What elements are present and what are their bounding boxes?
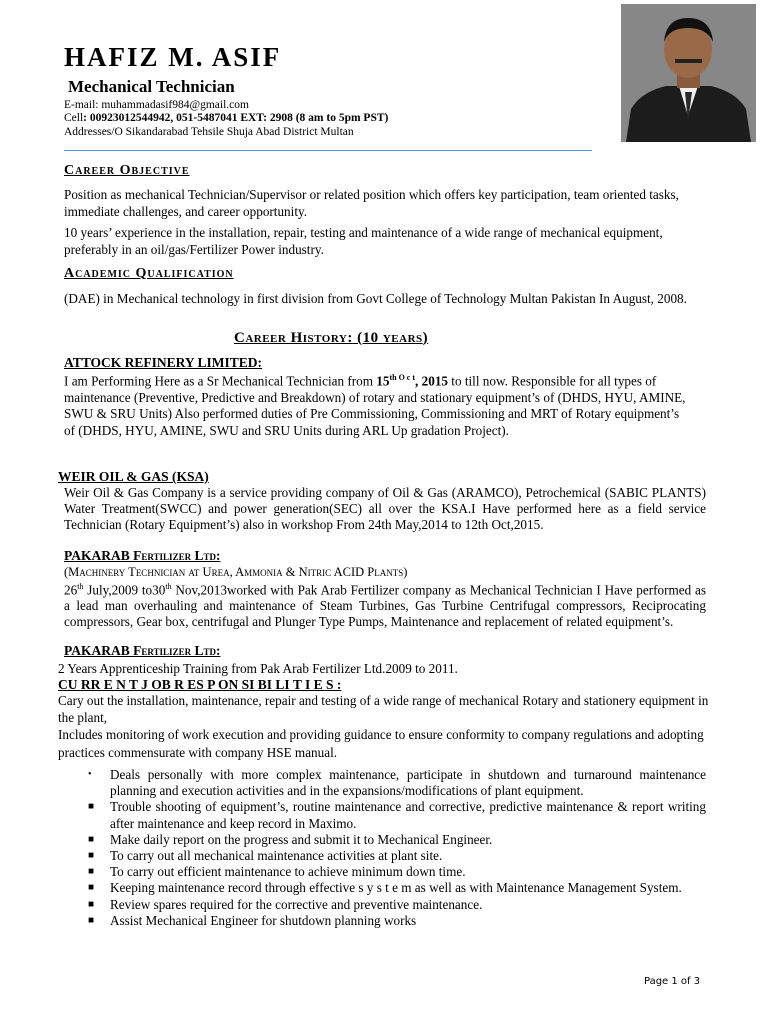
email-line: E-mail: muhammadasif984@gmail.com	[64, 99, 249, 111]
responsibility-text: To carry out all mechanical maintenance activities at plant site.	[110, 848, 443, 864]
attock-heading: ATTOCK REFINERY LIMITED:	[64, 355, 263, 370]
responsibility-item	[88, 864, 706, 880]
bullet-icon: ■	[88, 866, 95, 878]
career-objective-heading: Career Objective	[64, 163, 190, 178]
career-history-years-word: years	[382, 330, 423, 346]
responsibility-text: Deals personally with more complex maintenance, participate in shutdown and turnaround maintenance planning and execution activities and in the expansions/modifications of plant equipment.	[110, 767, 706, 799]
responsibility-text: To carry out efficient maintenance to achieve minimum down time.	[110, 864, 466, 880]
pakarab-heading-1: PAKARAB Fertilizer Ltd:	[64, 548, 221, 563]
cell-label: Cell	[64, 112, 84, 124]
responsibility-text: Trouble shooting of equipment’s, routine maintenance and corrective, predictive maintenance & report writing after maintenance and keep record in Maximo.	[110, 799, 706, 831]
candidate-name: HAFIZ M. ASIF	[64, 42, 282, 72]
bullet-icon: ■	[88, 801, 95, 813]
pakarab-text-1	[64, 579, 706, 630]
weir-text: Weir Oil & Gas Company is a service providing company of Oil & Gas (ARAMCO), Petrochemical (SABIC PLANTS) Water Treatment(SWCC) and power generation(SEC) all over the KSA.I Have performed here as a field service Technician (Rotary Equipment’s) also in workshop From 24th May,2014 to 12th Oct,2015.	[64, 485, 706, 532]
pakarab-date-start-suffix: th	[77, 582, 84, 591]
pakarab-heading-2: PAKARAB Fertilizer Ltd:	[64, 643, 221, 658]
person-portrait-icon	[621, 4, 756, 142]
bullet-icon: ■	[88, 882, 95, 894]
career-history-heading	[234, 330, 428, 347]
responsibility-text: Review spares required for the corrective and preventive maintenance.	[110, 896, 483, 912]
bullet-icon: ■	[88, 850, 95, 862]
bullet-icon: •	[88, 769, 92, 780]
responsibilities-list	[88, 767, 706, 929]
responsibility-item	[88, 912, 706, 929]
responsibility-item	[88, 767, 706, 799]
academic-heading: Academic Qualification	[64, 266, 234, 281]
responsibilities-text-2: Includes monitoring of work execution and providing guidance to ensure conformity to company regulations and adopting practices commensurate with company HSE manual.	[58, 727, 704, 760]
attock-text	[64, 370, 686, 439]
address-line: Addresses/O Sikandarabad Tehsile Shuja Abad District Multan	[64, 126, 354, 138]
page-number: Page 1 of 3	[644, 976, 701, 987]
profile-photo	[621, 4, 756, 142]
pakarab-date-mid: July,2009 to30	[83, 582, 166, 598]
attock-date-suffix: th O c t	[389, 373, 416, 382]
bullet-icon: ■	[88, 833, 95, 845]
responsibility-item	[88, 880, 706, 896]
cell-line	[64, 112, 388, 125]
career-history-years: (10	[352, 330, 383, 346]
pakarab-text-2: 2 Years Apprenticeship Training from Pak Arab Fertilizer Ltd.2009 to 2011.	[58, 661, 458, 676]
candidate-title: Mechanical Technician	[68, 77, 235, 96]
cell-value: : 00923012544942, 051-5487041 EXT: 2908 (8 am to 5pm PST)	[83, 112, 389, 124]
pakarab-date-start: 26	[64, 582, 78, 598]
header-divider	[64, 150, 592, 151]
responsibilities-heading: CU RR E N T J OB R ES P ON SI BI LI T I E S :	[58, 677, 342, 692]
responsibility-text: Keeping maintenance record through effective s y s t e m as well as with Maintenance Management System.	[110, 880, 682, 896]
weir-heading: WEIR OIL & GAS (KSA)	[58, 469, 209, 484]
bullet-icon: ■	[88, 898, 95, 910]
responsibility-text: Assist Mechanical Engineer for shutdown planning works	[110, 912, 417, 928]
academic-text: (DAE) in Mechanical technology in first division from Govt College of Technology Multan Pakistan In August, 2008.	[64, 291, 687, 306]
career-history-close: )	[422, 330, 429, 346]
attock-date-year: , 2015	[415, 373, 448, 389]
responsibility-item	[88, 896, 706, 913]
responsibility-item	[88, 799, 706, 831]
attock-text-part: I am Performing Here as a Sr Mechanical Technician from	[64, 373, 377, 389]
career-objective-text-2: 10 years’ experience in the installation, repair, testing and maintenance of a wide range of mechanical equipment, preferably in an oil/gas/Fertilizer Power industry.	[64, 225, 663, 257]
responsibilities-text-1: Cary out the installation, maintenance, repair and testing of a wide range of mechanical Rotary and stationery equipment in the plant,	[58, 693, 709, 725]
responsibility-text: Make daily report on the progress and submit it to Mechanical Engineer.	[110, 831, 493, 847]
bullet-icon: ■	[88, 914, 95, 926]
career-objective-text-1: Position as mechanical Technician/Supervisor or related position which offers key participation, team oriented tasks, immediate challenges, and career opportunity.	[64, 187, 679, 219]
attock-date-day: 15	[376, 373, 390, 389]
attock-text-rest: to till now. Responsible for all types of maintenance (Preventive, Predictive and Breakdown) of rotary and stationary equipment’s of (DHDS, HYU, AMINE, SWU & SRU Units) Also performed duties of Pre Commissioning, Commissioning and MRT of Rotary equipment’s of (DHDS, HYU, AMINE, SWU and SRU Units during ARL Up gradation Project).	[64, 373, 686, 438]
pakarab-date-end-suffix: th	[165, 582, 172, 591]
responsibility-item	[88, 831, 706, 848]
career-history-label: Career History:	[234, 330, 353, 346]
pakarab-text-rest: Nov,2013worked with Pak Arab Fertilizer company as Mechanical Technician I Have performed as a lead man overhauling and maintenance of Steam Turbines, Gas Turbine Centrifugal compressors, Reciprocating compressors, Gear box, centrifugal and Plunger Type Pumps, Maintenance and replacement of related equipment’s.	[64, 582, 706, 630]
responsibility-item	[88, 848, 706, 864]
pakarab-subheading: (Machinery Technician at Urea, Ammonia & Nitric ACID Plants)	[64, 565, 408, 579]
